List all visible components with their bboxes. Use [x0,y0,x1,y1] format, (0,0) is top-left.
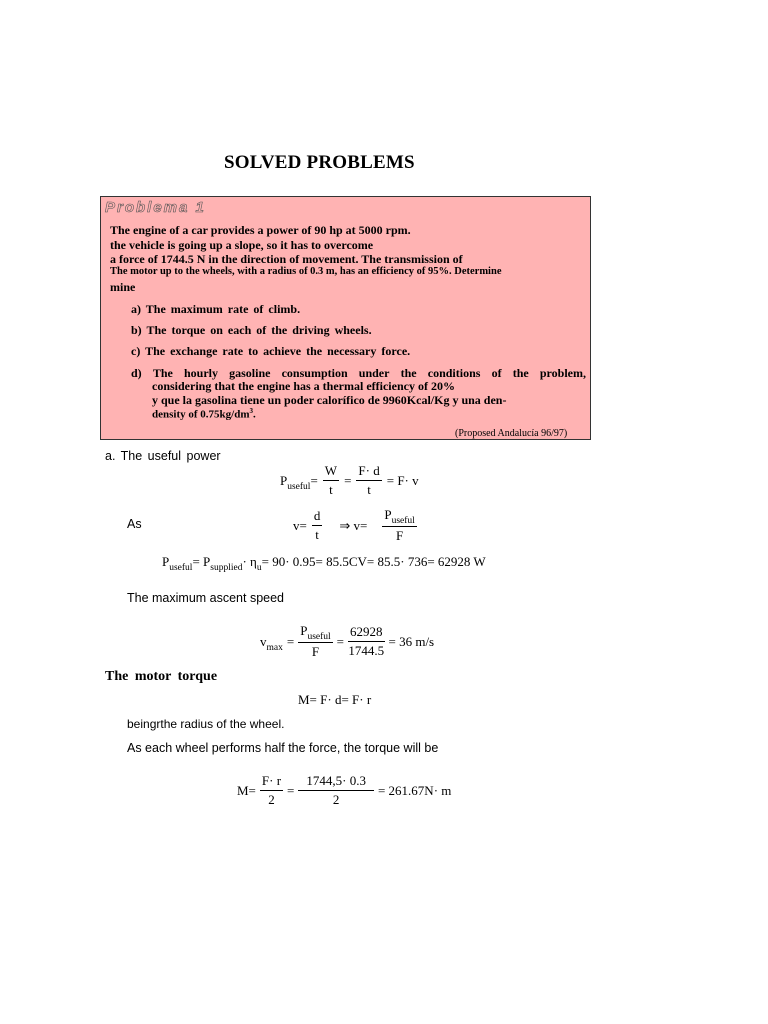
being-label [127,717,284,731]
eq6-den-2: 2 [332,792,340,807]
eq3-eta: · η [242,554,257,569]
item-c: c) The exchange rate to achieve the necessary force. [131,344,411,358]
problem-line-4: The motor up to the wheels, with a radius of 0.3 m, has an efficiency of 95%. Determine [110,266,502,277]
item-d-word: under [358,366,390,380]
eq2-lhs: v= [293,517,307,533]
item-a: a) The maximum rate of climb. [131,302,301,316]
eq1-equals: = [310,472,318,488]
problem-line-5: mine [110,280,136,294]
equation-max-speed [260,624,434,659]
eq4-v: v [260,633,267,649]
eq3-sub-supplied: supplied [210,563,243,573]
eq4-den-2: 1744.5 [348,643,385,658]
eq2-num-2 [382,508,416,527]
item-b: b) The torque on each of the driving wheels. [131,323,372,337]
eq6-fraction-2 [298,774,374,807]
eq2-num-sub: useful [391,516,415,526]
eq1-num-1: W [323,464,339,481]
eq1-p: P [280,472,288,488]
eq1-den-1: t [329,482,333,497]
eq4-num-2: 62928 [348,625,385,642]
eq1-den-2: t [367,482,371,497]
eq1-lhs [280,472,318,492]
useful-power-label: a. The useful power [105,449,221,463]
equation-useful-power [280,464,419,497]
item-d-line-3: y que la gasolina tiene un poder calorífico de 9960Kcal/Kg y una den- [152,393,507,407]
problem-line-3: a force of 1744.5 N in the direction of movement. The transmission of [110,252,463,266]
eq4-num-1 [298,624,332,643]
item-d-word: of [491,366,502,380]
being-rest: the radius of the wheel. [160,717,285,731]
eq1-sub: useful [287,481,311,492]
eq6-den-1: 2 [268,792,275,807]
item-d-word: the [400,366,417,380]
eq3-p: P [162,554,170,569]
eq6-fraction-1 [260,774,283,807]
item-d-density: density of 0.75kg/dm [152,408,250,421]
eq1-rhs: = F· v [386,472,419,488]
eq4-num-sub: useful [307,632,331,642]
item-d-line-2: considering that the engine has a thermal efficiency of 20% [152,379,455,393]
eq4-equals-2: = [336,633,344,649]
problem-source: (Proposed Andalucía 96/97) [455,428,568,439]
half-force-label: As each wheel performs half the force, the torque will be [127,741,439,755]
eq3-equals-p: = P [192,554,211,569]
eq2-num-p: P [384,507,392,522]
eq1-fraction-1 [323,464,339,497]
eq4-rhs: = 36 m/s [388,633,435,649]
item-d-word: The [152,366,173,380]
eq4-fraction-2 [348,625,385,658]
eq4-fraction-1 [298,624,332,659]
eq1-equals-2: = [344,472,352,488]
eq3-rhs: = 90· 0.95= 85.5CV= 85.5· 736= 62928 W [261,554,486,569]
motor-torque-heading: The motor torque [105,669,218,684]
item-d-word: problem, [539,366,586,380]
eq1-num-2: F· d [356,464,381,481]
equation-wheel-torque [237,774,451,807]
eq6-equals: = [287,782,295,798]
eq2-implies: ⇒ v= [339,517,368,533]
item-d-word: conditions [427,366,481,380]
being-text: being [127,717,157,731]
eq6-num-1: F· r [260,774,283,791]
eq4-den-1: F [311,644,320,659]
eq3-sub-u: u [256,563,262,573]
item-d-word: hourly [183,366,218,380]
eq2-fraction-1 [312,509,323,542]
eq2-num-1: d [312,509,323,526]
equation-supplied-power [162,554,486,573]
item-d-period: . [253,408,256,421]
eq2-den-1: t [315,527,319,542]
equation-velocity [293,508,417,543]
equation-torque: M= F· d= F· r [298,692,372,707]
item-d-superscript: 3 [249,407,253,415]
eq6-rhs: = 261.67N· m [377,782,452,798]
eq6-lhs: M= [237,782,256,798]
eq4-num-p: P [300,623,308,638]
item-d-word: consumption [281,366,348,380]
item-d-word: d) [131,366,142,380]
eq4-vsub: max [266,642,283,653]
problem-line-2: the vehicle is going up a slope, so it has to overcome [110,238,374,252]
eq4-lhs [260,633,283,653]
being-r: r [156,717,161,731]
eq2-den-2: F [395,528,404,543]
item-d-line-4 [152,407,256,421]
item-d-word: the [512,366,529,380]
item-d-word: gasoline [229,366,271,380]
max-ascent-label: The maximum ascent speed [127,591,285,605]
eq2-fraction-2 [382,508,416,543]
page-title: SOLVED PROBLEMS [224,152,415,173]
problem-heading: Problema 1 [105,199,206,216]
eq4-equals: = [286,633,295,649]
eq3-sub-useful: useful [169,563,193,573]
as-label: As [127,517,142,531]
problem-line-1: The engine of a car provides a power of 90 hp at 5000 rpm. [110,223,411,237]
eq1-fraction-2 [356,464,381,497]
eq6-num-2: 1744,5· 0.3 [298,774,374,791]
